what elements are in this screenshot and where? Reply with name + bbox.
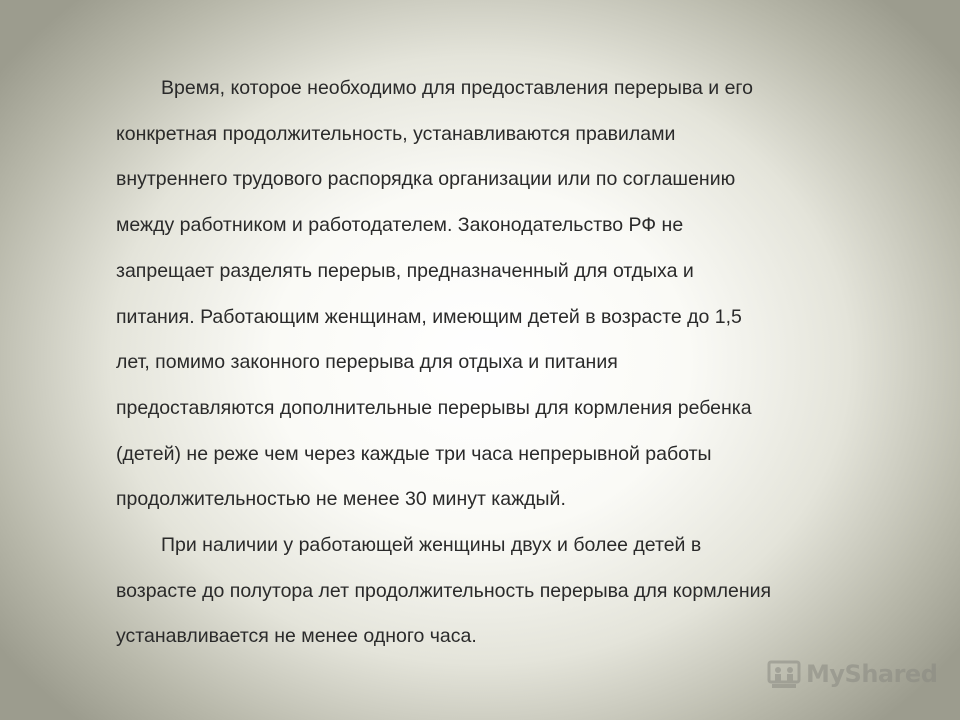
- text-line: питания. Работающим женщинам, имеющим детей в возрасте до 1,5: [116, 305, 742, 328]
- paragraph-2: [116, 523, 916, 660]
- text-line: продолжительностью не менее 30 минут каждый.: [116, 488, 566, 511]
- paragraph-1: [116, 66, 916, 523]
- text-line: лет, помимо законного перерыва для отдыха и питания: [116, 351, 618, 374]
- text-line: (детей) не реже чем через каждые три часа непрерывной работы: [116, 442, 712, 465]
- text-line: конкретная продолжительность, устанавливаются правилами: [116, 122, 676, 145]
- text-line: между работником и работодателем. Законодательство РФ не: [116, 214, 684, 237]
- text-line: При наличии у работающей женщины двух и более детей в: [161, 534, 702, 557]
- classroom-icon: [766, 656, 802, 692]
- myshared-watermark: [766, 654, 937, 694]
- body-text: [116, 66, 916, 660]
- text-line: внутреннего трудового распорядка организации или по соглашению: [116, 168, 736, 191]
- text-line: Время, которое необходимо для предоставления перерыва и его: [161, 77, 753, 99]
- text-line: предоставляются дополнительные перерывы для кормления ребенка: [116, 396, 752, 419]
- text-line: возрасте до полутора лет продолжительность перерыва для кормления: [116, 579, 772, 602]
- text-line: запрещает разделять перерыв, предназначенный для отдыха и: [116, 259, 694, 282]
- watermark-text: MyShared: [806, 660, 938, 688]
- text-line: устанавливается не менее одного часа.: [116, 625, 477, 648]
